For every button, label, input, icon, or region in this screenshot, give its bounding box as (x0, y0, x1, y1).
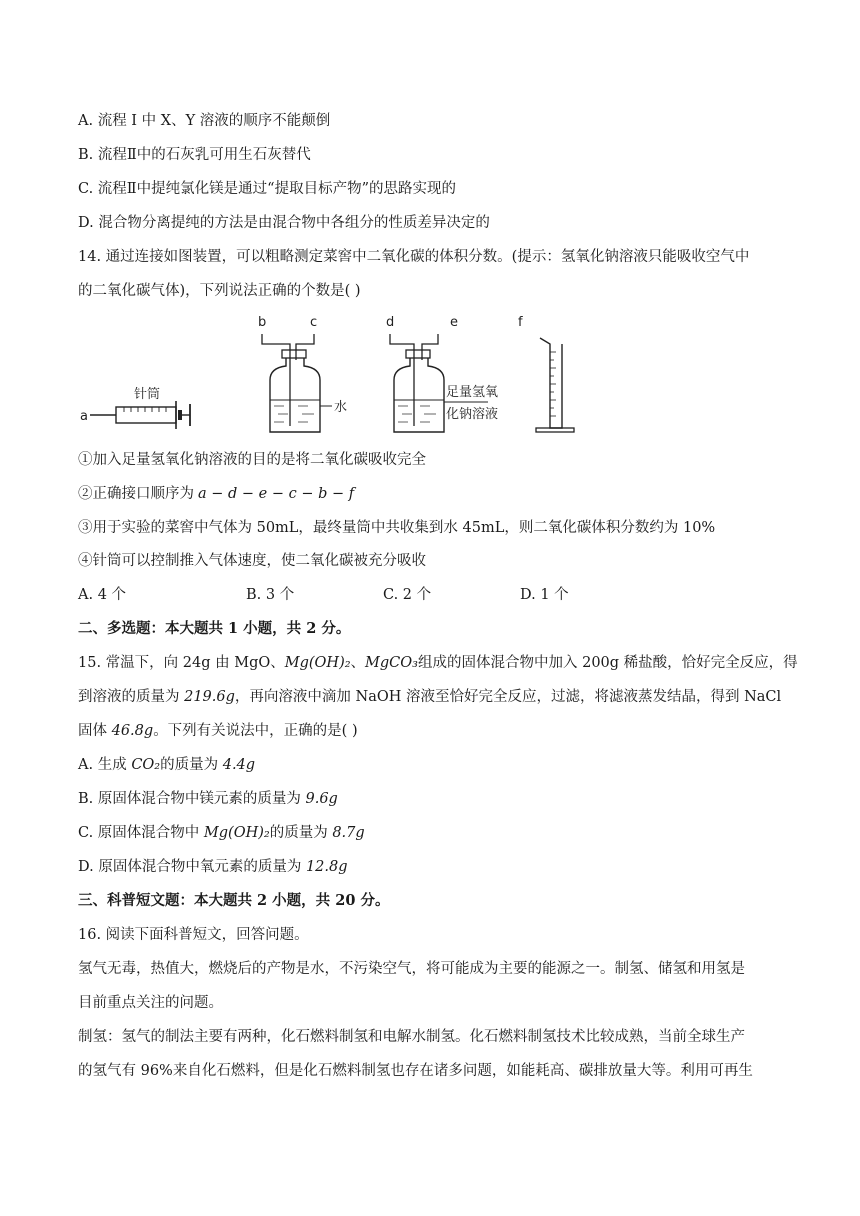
q15-d-value: 12.8g (305, 859, 348, 875)
q14-apparatus-figure (78, 308, 598, 443)
q15-option-a (78, 755, 255, 775)
q14-stem-line2: 的二氧化碳气体)，下列说法正确的个数是( ) (78, 283, 361, 299)
q15-text-1b: 、 (350, 655, 366, 671)
q15-text-3a: 固体 (78, 723, 112, 739)
port-label-d: d (386, 315, 395, 330)
q15-text-1a: 15. 常温下，向 24g 由 MgO、 (78, 655, 285, 671)
bottle2-label-line1: 足量氢氧 (446, 385, 499, 400)
q16-stem: 16. 阅读下面科普短文，回答问题。 (78, 927, 309, 943)
section3-heading: 三、科普短文题：本大题共 2 小题，共 20 分。 (78, 892, 390, 909)
port-label-e: e (450, 315, 458, 330)
q14-stem-line1: 14. 通过连接如图装置，可以粗略测定菜窖中二氧化碳的体积分数。(提示：氢氧化钠溶液只能吸收空气中 (78, 249, 750, 265)
q14-option-c: C. 2 个 (383, 587, 432, 603)
q14-option-b: B. 3 个 (246, 587, 295, 603)
q13-option-a: A. 流程 I 中 X、Y 溶液的顺序不能颠倒 (78, 113, 331, 129)
q14-option-d: D. 1 个 (520, 587, 569, 603)
q13-option-d: D. 混合物分离提纯的方法是由混合物中各组分的性质差异决定的 (78, 215, 490, 231)
port-label-c: c (310, 315, 318, 330)
q14-statement-4: ④针筒可以控制推入气体速度，使二氧化碳被充分吸收 (78, 553, 426, 569)
q15-a-co2: CO₂ (131, 757, 161, 773)
syringe-label: 针筒 (134, 387, 161, 402)
bottle2-label-line2: 化钠溶液 (446, 407, 499, 422)
bottle1-label: 水 (334, 400, 348, 415)
q15-a-mid: 的质量为 (160, 757, 223, 773)
q14-statement-2-math: a − d − e − c − b − f (198, 486, 355, 502)
q15-text-3b: 。下列有关说法中，正确的是( ) (153, 723, 358, 739)
q15-a-value: 4.4g (222, 757, 256, 773)
q14-statement-1: ①加入足量氢氧化钠溶液的目的是将二氧化碳吸收完全 (78, 452, 426, 468)
q15-stem-line3 (78, 721, 358, 741)
q15-math-solution-mass: 219.6g (184, 689, 235, 705)
q16-paragraph1-line2: 目前重点关注的问题。 (78, 995, 223, 1011)
port-label-f: f (518, 315, 523, 330)
port-label-b: b (258, 315, 267, 330)
q14-statement-2-text: ②正确接口顺序为 (78, 486, 194, 502)
q16-paragraph2-line2: 的氢气有 96%来自化石燃料，但是化石燃料制氢也存在诸多问题，如能耗高、碳排放量大等。利用可再生 (78, 1063, 753, 1079)
q15-option-c (78, 823, 365, 843)
q14-option-a: A. 4 个 (78, 587, 127, 603)
q15-stem-line2 (78, 687, 781, 707)
q15-text-2a: 到溶液的质量为 (78, 689, 185, 705)
q15-a-pre: A. 生成 (78, 757, 132, 773)
q15-d-pre: D. 原固体混合物中氧元素的质量为 (78, 859, 306, 875)
q15-text-2b: ，再向溶液中滴加 NaOH 溶液至恰好完全反应，过滤，将滤液蒸发结晶，得到 NaCl (234, 689, 782, 705)
q14-statement-2 (78, 484, 354, 504)
graduated-cylinder (518, 315, 574, 432)
q13-option-b: B. 流程Ⅱ中的石灰乳可用生石灰替代 (78, 147, 311, 163)
q15-b-value: 9.6g (305, 791, 338, 807)
q15-b-pre: B. 原固体混合物中镁元素的质量为 (78, 791, 306, 807)
q15-text-1c: 组成的固体混合物中加入 200g 稀盐酸，恰好完全反应，得 (417, 655, 798, 671)
q15-c-mgoh2: Mg(OH)₂ (203, 825, 270, 841)
q15-c-pre: C. 原固体混合物中 (78, 825, 204, 841)
q14-statement-3: ③用于实验的菜窖中气体为 50mL，最终量筒中共收集到水 45mL，则二氧化碳体积分数约为 10% (78, 520, 716, 536)
port-label-a: a (80, 409, 88, 424)
section2-heading: 二、多选题：本大题共 1 小题，共 2 分。 (78, 620, 351, 637)
q16-paragraph1-line1: 氢气无毒，热值大，燃烧后的产物是水，不污染空气，将可能成为主要的能源之一。制氢、储氢和用氢是 (78, 961, 745, 977)
q15-c-value: 8.7g (332, 825, 365, 841)
q15-stem-line1 (78, 653, 798, 673)
q15-math-mgco3: MgCO₃ (365, 655, 418, 671)
q16-paragraph2-line1: 制氢：氢气的制法主要有两种，化石燃料制氢和电解水制氢。化石燃料制氢技术比较成熟，当前全球生产 (78, 1029, 745, 1045)
syringe (80, 386, 190, 429)
q13-option-c: C. 流程Ⅱ中提纯氯化镁是通过“提取目标产物”的思路实现的 (78, 181, 456, 197)
gas-bottle-naoh (386, 315, 498, 432)
gas-bottle-water (258, 315, 347, 432)
q15-c-mid: 的质量为 (269, 825, 333, 841)
q15-math-mgoh2: Mg(OH)₂ (284, 655, 351, 671)
q15-option-d (78, 857, 348, 877)
q15-math-nacl-mass: 46.8g (111, 723, 154, 739)
q15-option-b (78, 789, 338, 809)
